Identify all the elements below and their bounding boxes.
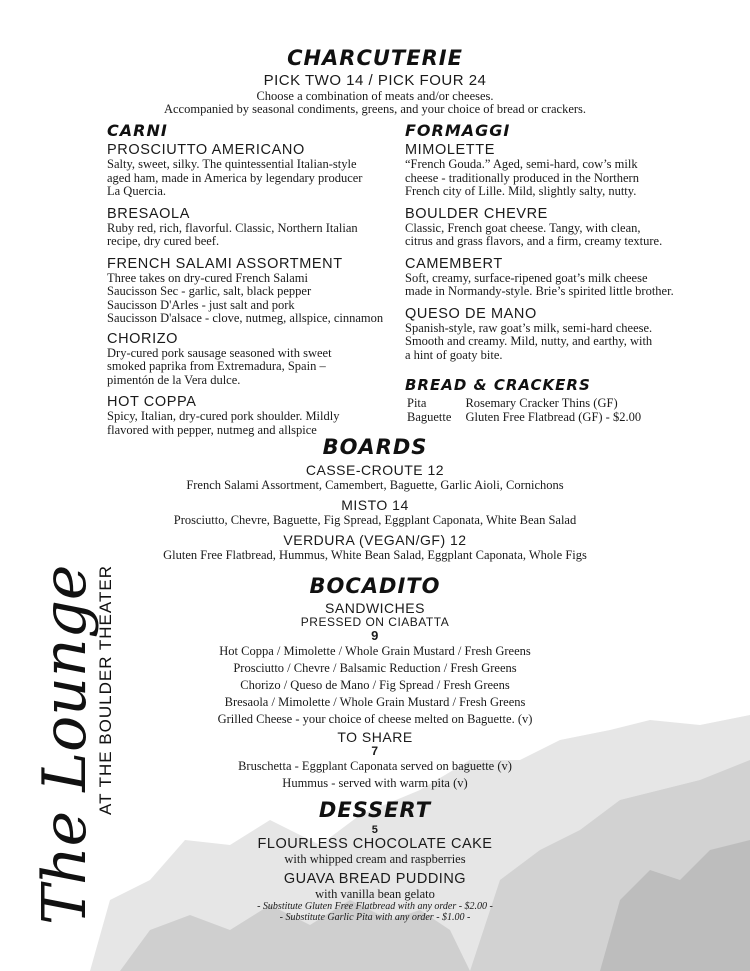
carni-item [107,256,387,326]
item-desc [107,410,387,437]
desc-line: cheese - traditionally produced in the Northern [405,170,639,185]
desc-line: Saucisson Sec - garlic, salt, black pepper [107,284,312,298]
share-line: Hummus - served with warm pita (v) [282,776,468,790]
board-desc: French Salami Assortment, Camembert, Baguette, Garlic Aioli, Cornichons [186,478,564,492]
desc-line: Three takes on dry-cured French Salami [107,270,308,285]
sandwich-line: Grilled Cheese - your choice of cheese melted on Baguette. (v) [217,712,533,726]
item-name: CAMEMBERT [405,255,503,272]
share-title: TO SHARE [337,729,413,745]
bread-right: Rosemary Cracker Thins (GF) [465,396,618,410]
brand-logo [30,565,116,925]
boards-list [0,462,750,563]
carni-item [107,206,387,249]
item-name: PROSCIUTTO AMERICANO [107,142,305,158]
dessert-desc: with whipped cream and raspberries [284,852,466,866]
carni-item [107,394,387,437]
substitute-note: - Substitute Gluten Free Flatbread with any order - $2.00 - [257,901,493,912]
sandwiches-title: SANDWICHES [325,600,425,616]
substitute-note: - Substitute Garlic Pita with any order - $1.00 - [279,912,471,923]
bread-left: Pita [407,396,427,410]
carni-heading: CARNI [107,121,168,140]
dessert-heading: DESSERT [318,798,432,822]
charcuterie-subtitle-1: Choose a combination of meats and/or cheeses. [256,89,494,103]
charcuterie-title: CHARCUTERIE [287,46,463,70]
formaggi-item [405,142,695,199]
formaggi-item [405,306,695,363]
bread-table [407,397,641,424]
brand-script: The Lounge [30,564,100,925]
carni-column [107,121,387,437]
desc-line: recipe, dry cured beef. [107,234,220,248]
formaggi-heading: FORMAGGI [405,121,511,140]
desc-line: French city of Lille. Mild, slightly salty, nutty. [405,184,637,198]
sandwiches-sub: PRESSED ON CIABATTA [300,615,450,629]
desc-line: Classic, French goat cheese. Tangy, with clean, [405,220,641,235]
carni-item [107,331,387,388]
bread-left: Baguette [407,409,452,424]
desc-line: citrus and grass flavors, and a firm, creamy texture. [405,234,663,248]
desc-line: flavored with pepper, nutmeg and allspice [107,422,317,437]
item-name: BOULDER CHEVRE [405,205,548,222]
desc-line: Spanish-style, raw goat’s milk, semi-hard cheese. [405,320,653,335]
desc-line: Saucisson D'Arles - just salt and pork [107,297,295,312]
bread-heading: BREAD & CRACKERS [405,376,591,394]
desc-line: made in Normandy-style. Brie’s spirited little brother. [405,284,674,298]
dessert-desc: with vanilla bean gelato [315,887,435,901]
item-desc [107,158,387,199]
formaggi-column [405,121,695,424]
item-name: BRESAOLA [107,205,190,222]
item-desc [405,272,695,299]
board-desc: Prosciutto, Chevre, Baguette, Fig Spread, Eggplant Caponata, White Bean Salad [173,513,577,527]
item-name: QUESO DE MANO [405,305,537,322]
dessert-name: FLOURLESS CHOCOLATE CAKE [257,836,493,852]
sandwich-line: Bresaola / Mimolette / Whole Grain Mustard / Fresh Greens [224,695,526,709]
formaggi-item [405,206,695,249]
item-name: MIMOLETTE [405,142,495,158]
bread-row [407,397,641,411]
board-desc: Gluten Free Flatbread, Hummus, White Bean Salad, Eggplant Caponata, Whole Figs [163,548,587,562]
item-desc [107,272,387,326]
desc-line: “French Gouda.” Aged, semi-hard, cow’s milk [405,157,638,171]
sandwich-line: Hot Coppa / Mimolette / Whole Grain Mustard / Fresh Greens [219,644,531,658]
dessert-price: 5 [371,824,379,836]
board-name: MISTO 14 [341,497,409,513]
desc-line: Ruby red, rich, flavorful. Classic, Northern Italian [107,220,358,235]
boards-heading: BOARDS [322,435,428,459]
item-desc [405,158,695,199]
desc-line: La Quercia. [107,184,166,198]
item-desc [405,222,695,249]
charcuterie-subtitle-2: Accompanied by seasonal condiments, greens, and your choice of bread or crackers. [163,102,587,116]
item-name: CHORIZO [107,330,179,347]
desc-line: Dry-cured pork sausage seasoned with sweet [107,345,332,360]
sandwich-line: Prosciutto / Chevre / Balsamic Reduction / Fresh Greens [233,661,517,675]
formaggi-item [405,256,695,299]
sandwiches-price: 9 [371,628,379,643]
desc-line: Spicy, Italian, dry-cured pork shoulder. Mildly [107,409,340,423]
desc-line: aged ham, made in America by legendary producer [107,170,363,185]
carni-item [107,142,387,199]
desc-line: Saucisson D'alsace - clove, nutmeg, allspice, cinnamon [107,311,384,325]
desc-line: Salty, sweet, silky. The quintessential Italian-style [107,157,357,171]
item-desc [107,347,387,388]
desc-line: Soft, creamy, surface-ripened goat’s milk cheese [405,270,648,285]
sandwich-line: Chorizo / Queso de Mano / Fig Spread / Fresh Greens [240,678,510,692]
bocadito-heading: BOCADITO [309,574,441,598]
bread-row [407,411,641,425]
share-price: 7 [371,744,379,758]
bread-right: Gluten Free Flatbread (GF) - $2.00 [465,409,642,424]
item-name: FRENCH SALAMI ASSORTMENT [107,255,343,272]
item-desc [107,222,387,249]
brand-subtitle: AT THE BOULDER THEATER [96,565,115,815]
item-name: HOT COPPA [107,394,197,410]
item-desc [405,322,695,363]
charcuterie-pricing: PICK TWO 14 / PICK FOUR 24 [263,72,487,89]
board-name: VERDURA (VEGAN/GF) 12 [283,532,467,548]
dessert-name: GUAVA BREAD PUDDING [283,871,467,887]
desc-line: smoked paprika from Extremadura, Spain – [107,359,326,373]
board-name: CASSE-CROUTE 12 [305,462,445,478]
desc-line: a hint of goaty bite. [405,347,503,362]
share-line: Bruschetta - Eggplant Caponata served on baguette (v) [238,759,512,773]
desc-line: Smooth and creamy. Mild, nutty, and earthy, with [405,334,653,348]
desc-line: pimentón de la Vera dulce. [107,372,241,387]
